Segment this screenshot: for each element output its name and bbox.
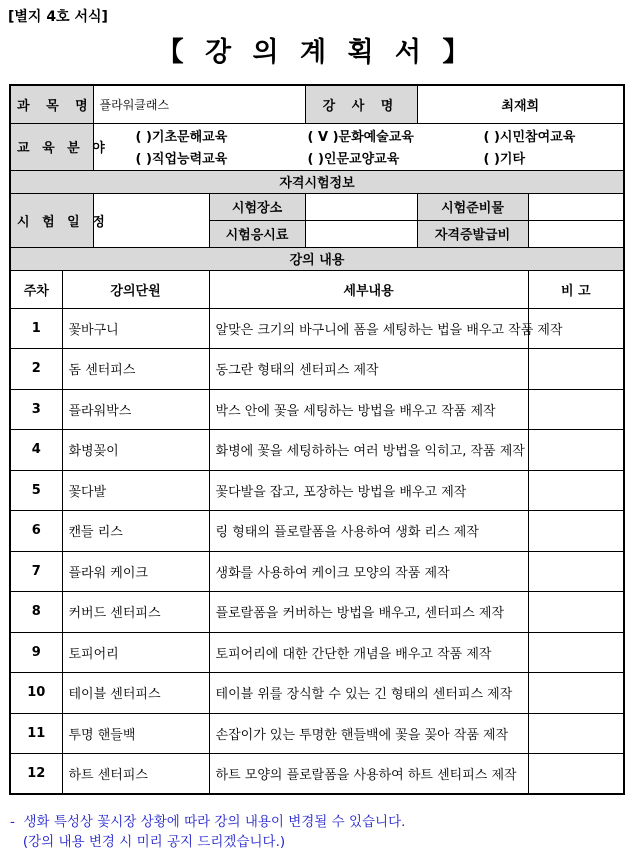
detail-cell: 토피어리에 대한 간단한 개념을 배우고 작품 제작: [209, 632, 528, 673]
exam-place-value: [305, 193, 417, 220]
lecture-header-row: [10, 270, 624, 308]
education-field-options: [93, 123, 624, 170]
table-row: [10, 551, 624, 592]
unit-cell: 돔 센터피스: [62, 349, 209, 390]
unit-cell: 꽃다발: [62, 470, 209, 511]
unit-cell: 꽃바구니: [62, 308, 209, 349]
exam-fee-label: 시험응시료: [209, 220, 305, 247]
exam-supplies-label: 시험준비물: [417, 193, 528, 220]
week-cell: 9: [10, 632, 62, 673]
unit-cell: 플라워 케이크: [62, 551, 209, 592]
table-row: [10, 511, 624, 552]
education-field-label: 교 육 분 야: [10, 123, 93, 170]
subject-row: [10, 85, 624, 123]
week-cell: 5: [10, 470, 62, 511]
detail-cell: 알맞은 크기의 바구니에 폼을 세팅하는 법을 배우고 작품 제작: [209, 308, 528, 349]
remarks-cell: [528, 470, 624, 511]
exam-fee-value: [305, 220, 417, 247]
certificate-fee-label: 자격증발급비: [417, 220, 528, 247]
notes: [10, 812, 405, 852]
unit-cell: 캔들 리스: [62, 511, 209, 552]
exam-date-label: 시 험 일 정: [10, 193, 93, 247]
table-row: [10, 673, 624, 714]
unit-cell: 커버드 센터피스: [62, 592, 209, 633]
field-option-basic-literacy: ( )기초문해교육: [135, 130, 228, 145]
detail-cell: 동그란 형태의 센터피스 제작: [209, 349, 528, 390]
note-line: (강의 내용 변경 시 미리 공지 드리겠습니다.): [10, 834, 286, 850]
field-option-culture-arts: ( V )문화예술교육: [307, 130, 414, 145]
exam-date-value: [93, 193, 209, 247]
field-option-other: ( )기타: [483, 152, 526, 167]
note-line: - 생화 특성상 꽃시장 상황에 따라 강의 내용이 변경될 수 있습니다.: [10, 814, 406, 830]
unit-cell: 투명 핸들백: [62, 713, 209, 754]
education-field-row: [10, 123, 624, 170]
remarks-cell: [528, 673, 624, 714]
unit-cell: 테이블 센터피스: [62, 673, 209, 714]
remarks-cell: [528, 754, 624, 795]
detail-cell: 박스 안에 꽃을 세팅하는 방법을 배우고 작품 제작: [209, 389, 528, 430]
week-cell: 6: [10, 511, 62, 552]
week-cell: 10: [10, 673, 62, 714]
table-row: [10, 389, 624, 430]
table-row: [10, 592, 624, 633]
detail-cell: 링 형태의 플로랄폼을 사용하여 생화 리스 제작: [209, 511, 528, 552]
table-row: [10, 349, 624, 390]
remarks-cell: [528, 713, 624, 754]
week-cell: 4: [10, 430, 62, 471]
instructor-label: 강 사 명: [305, 85, 417, 123]
document-title: 【 강 의 계 획 서 】: [156, 37, 476, 68]
certificate-fee-value: [528, 220, 624, 247]
lecture-plan-form: [9, 84, 625, 795]
week-cell: 1: [10, 308, 62, 349]
table-row: [10, 632, 624, 673]
exam-supplies-value: [528, 193, 624, 220]
instructor-value: 최재희: [417, 85, 624, 123]
exam-info-section-title: 자격시험정보: [10, 170, 624, 193]
remarks-column-header: 비 고: [528, 270, 624, 308]
unit-cell: 토피어리: [62, 632, 209, 673]
table-row: [10, 470, 624, 511]
detail-cell: 화병에 꽃을 세팅하하는 여러 방법을 익히고, 작품 제작: [209, 430, 528, 471]
remarks-cell: [528, 389, 624, 430]
field-option-humanities: ( )인문교양교육: [307, 152, 400, 167]
subject-value: 플라워클래스: [93, 85, 305, 123]
week-cell: 8: [10, 592, 62, 633]
lecture-rows: [10, 308, 624, 794]
week-cell: 11: [10, 713, 62, 754]
detail-column-header: 세부내용: [209, 270, 528, 308]
unit-cell: 플라워박스: [62, 389, 209, 430]
detail-cell: 테이블 위를 장식할 수 있는 긴 형태의 센터피스 제작: [209, 673, 528, 714]
remarks-cell: [528, 511, 624, 552]
subject-label: 과 목 명: [10, 85, 93, 123]
remarks-cell: [528, 349, 624, 390]
field-option-vocational: ( )직업능력교육: [135, 152, 228, 167]
week-column-header: 주차: [10, 270, 62, 308]
table-row: [10, 713, 624, 754]
exam-place-label: 시험장소: [209, 193, 305, 220]
field-option-civic: ( )시민참여교육: [483, 130, 576, 145]
remarks-cell: [528, 592, 624, 633]
detail-cell: 손잡이가 있는 투명한 핸들백에 꽃을 꽂아 작품 제작: [209, 713, 528, 754]
week-cell: 2: [10, 349, 62, 390]
remarks-cell: [528, 430, 624, 471]
table-row: [10, 308, 624, 349]
unit-column-header: 강의단원: [62, 270, 209, 308]
remarks-cell: [528, 632, 624, 673]
week-cell: 7: [10, 551, 62, 592]
week-cell: 12: [10, 754, 62, 795]
table-row: [10, 430, 624, 471]
unit-cell: 하트 센터피스: [62, 754, 209, 795]
form-number-label: [별지 4호 서식]: [8, 9, 108, 25]
detail-cell: 플로랄폼을 커버하는 방법을 배우고, 센터피스 제작: [209, 592, 528, 633]
week-cell: 3: [10, 389, 62, 430]
lecture-content-section-title: 강의 내용: [10, 247, 624, 270]
unit-cell: 화병꽂이: [62, 430, 209, 471]
detail-cell: 생화를 사용하여 케이크 모양의 작품 제작: [209, 551, 528, 592]
remarks-cell: [528, 551, 624, 592]
table-row: [10, 754, 624, 795]
detail-cell: 꽃다발을 잡고, 포장하는 방법을 배우고 제작: [209, 470, 528, 511]
detail-cell: 하트 모양의 플로랄폼을 사용하여 하트 센티피스 제작: [209, 754, 528, 795]
